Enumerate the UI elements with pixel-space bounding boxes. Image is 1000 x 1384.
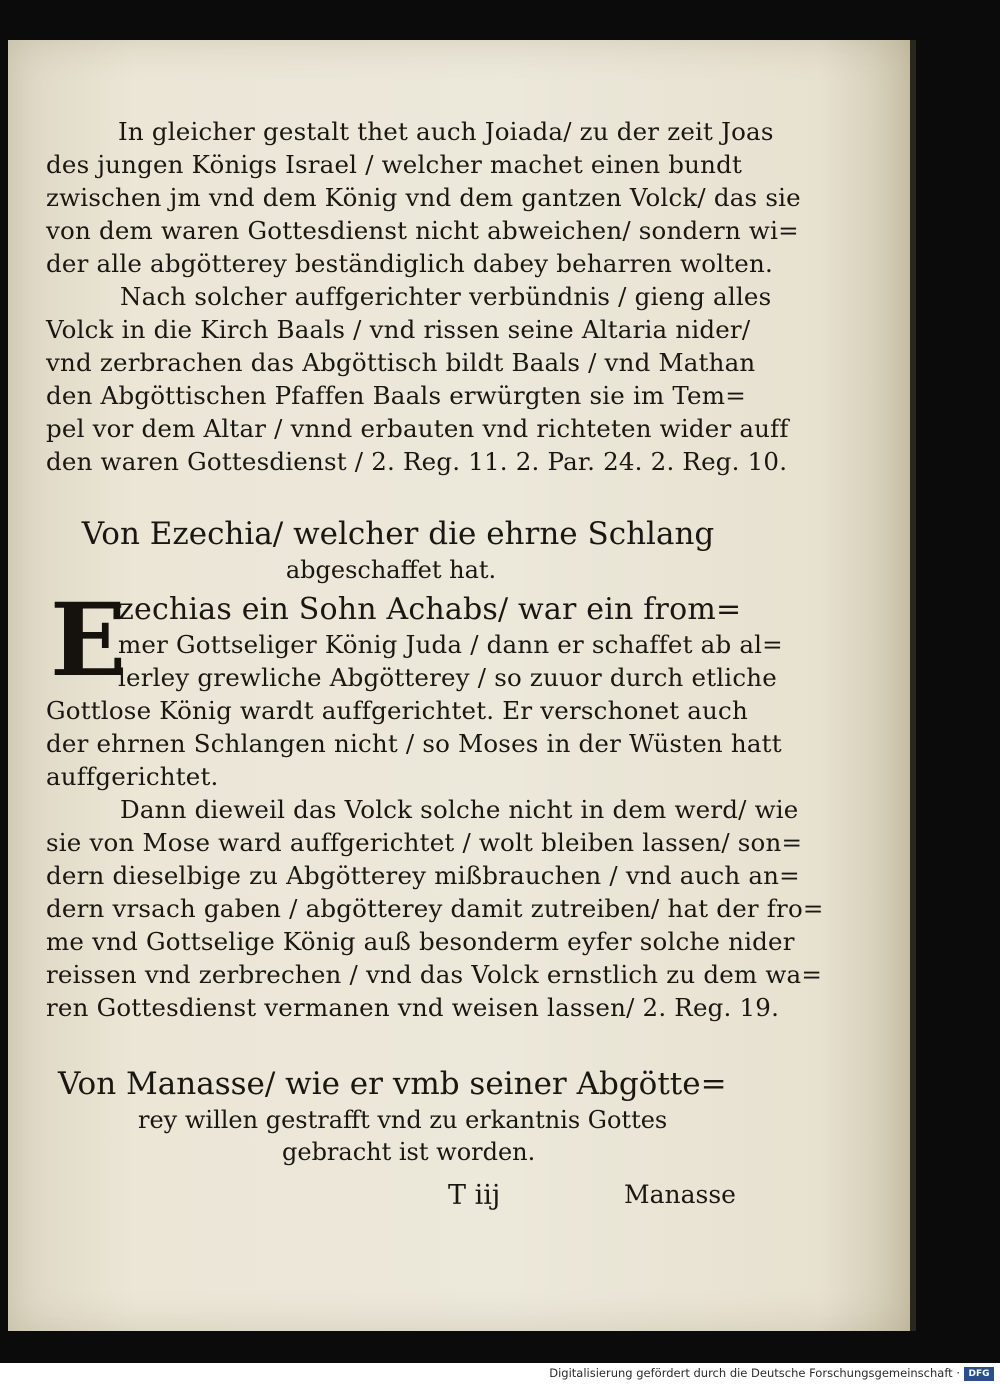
paragraph-baal bbox=[46, 280, 789, 478]
heading-line: rey willen gestrafft vnd zu erkantnis Gottes bbox=[138, 1106, 668, 1134]
text-line: des jungen Königs Israel / welcher machet einen bundt bbox=[46, 150, 743, 179]
text-line: vnd zerbrachen das Abgöttisch bildt Baals / vnd Mathan bbox=[46, 348, 756, 377]
page-text bbox=[46, 115, 824, 1168]
text-line: ren Gottesdienst vermanen vnd weisen lassen/ 2. Reg. 19. bbox=[46, 993, 780, 1022]
text-line: sie von Mose ward auffgerichtet / wolt bleiben lassen/ son= bbox=[46, 828, 803, 857]
heading-line: abgeschaffet hat. bbox=[285, 556, 497, 584]
text-line: dern dieselbige zu Abgötterey mißbrauchen / vnd auch an= bbox=[46, 861, 800, 890]
text-line: auffgerichtet. bbox=[46, 762, 219, 791]
text-line: Dann dieweil das Volck solche nicht in dem werd/ wie bbox=[120, 795, 799, 824]
heading-line: Von Ezechia/ welcher die ehrne Schlang bbox=[81, 516, 715, 552]
paragraph-joiada bbox=[46, 115, 801, 280]
text-line: lerley grewliche Abgötterey / so zuuor durch etliche bbox=[118, 663, 777, 692]
text-line: dern vrsach gaben / abgötterey damit zutreiben/ hat der fro= bbox=[46, 894, 824, 923]
text-line: Nach solcher auffgerichter verbündnis / gieng alles bbox=[120, 282, 772, 311]
funding-bar bbox=[0, 1363, 1000, 1384]
text-line: pel vor dem Altar / vnnd erbauten vnd richteten wider auff bbox=[46, 414, 789, 443]
funding-note: Digitalisierung gefördert durch die Deutsche Forschungsgemeinschaft · bbox=[549, 1366, 960, 1380]
paragraph-ezechias bbox=[46, 581, 783, 793]
dfg-logo-icon: DFG bbox=[964, 1367, 994, 1381]
text-line: von dem waren Gottesdienst nicht abweichen/ sondern wi= bbox=[46, 216, 799, 245]
page-footer bbox=[46, 1180, 746, 1220]
section-heading-manasse bbox=[46, 1064, 736, 1168]
drop-cap-initial: E bbox=[50, 581, 127, 699]
paragraph-schlange bbox=[46, 793, 824, 1024]
text-line: den Abgöttischen Pfaffen Baals erwürgten sie im Tem= bbox=[46, 381, 746, 410]
section-heading-ezechia bbox=[46, 514, 736, 586]
text-line: Volck in die Kirch Baals / vnd rissen seine Altaria nider/ bbox=[46, 315, 751, 344]
text-line: In gleicher gestalt thet auch Joiada/ zu der zeit Joas bbox=[118, 117, 774, 146]
text-line: Gottlose König wardt auffgerichtet. Er verschonet auch bbox=[46, 696, 748, 725]
heading-line: gebracht ist worden. bbox=[282, 1138, 536, 1166]
text-line: reissen vnd zerbrechen / vnd das Volck ernstlich zu dem wa= bbox=[46, 960, 823, 989]
text-line: mer Gottseliger König Juda / dann er schaffet ab al= bbox=[118, 630, 783, 659]
heading-line: Von Manasse/ wie er vmb seiner Abgötte= bbox=[58, 1066, 727, 1102]
text-line: der ehrnen Schlangen nicht / so Moses in der Wüsten hatt bbox=[46, 729, 782, 758]
text-line: der alle abgötterey beständiglich dabey beharren wolten. bbox=[46, 249, 773, 278]
text-line: den waren Gottesdienst / 2. Reg. 11. 2. Par. 24. 2. Reg. 10. bbox=[46, 447, 788, 476]
text-line: me vnd Gottselige König auß besonderm eyfer solche nider bbox=[46, 927, 795, 956]
signature-mark: T iij bbox=[448, 1180, 501, 1211]
text-line: zwischen jm vnd dem König vnd dem gantzen Volck/ das sie bbox=[46, 183, 801, 212]
page-edge bbox=[910, 40, 916, 1331]
catchword: Manasse bbox=[624, 1180, 736, 1209]
text-line: zechias ein Sohn Achabs/ war ein from= bbox=[118, 592, 742, 627]
